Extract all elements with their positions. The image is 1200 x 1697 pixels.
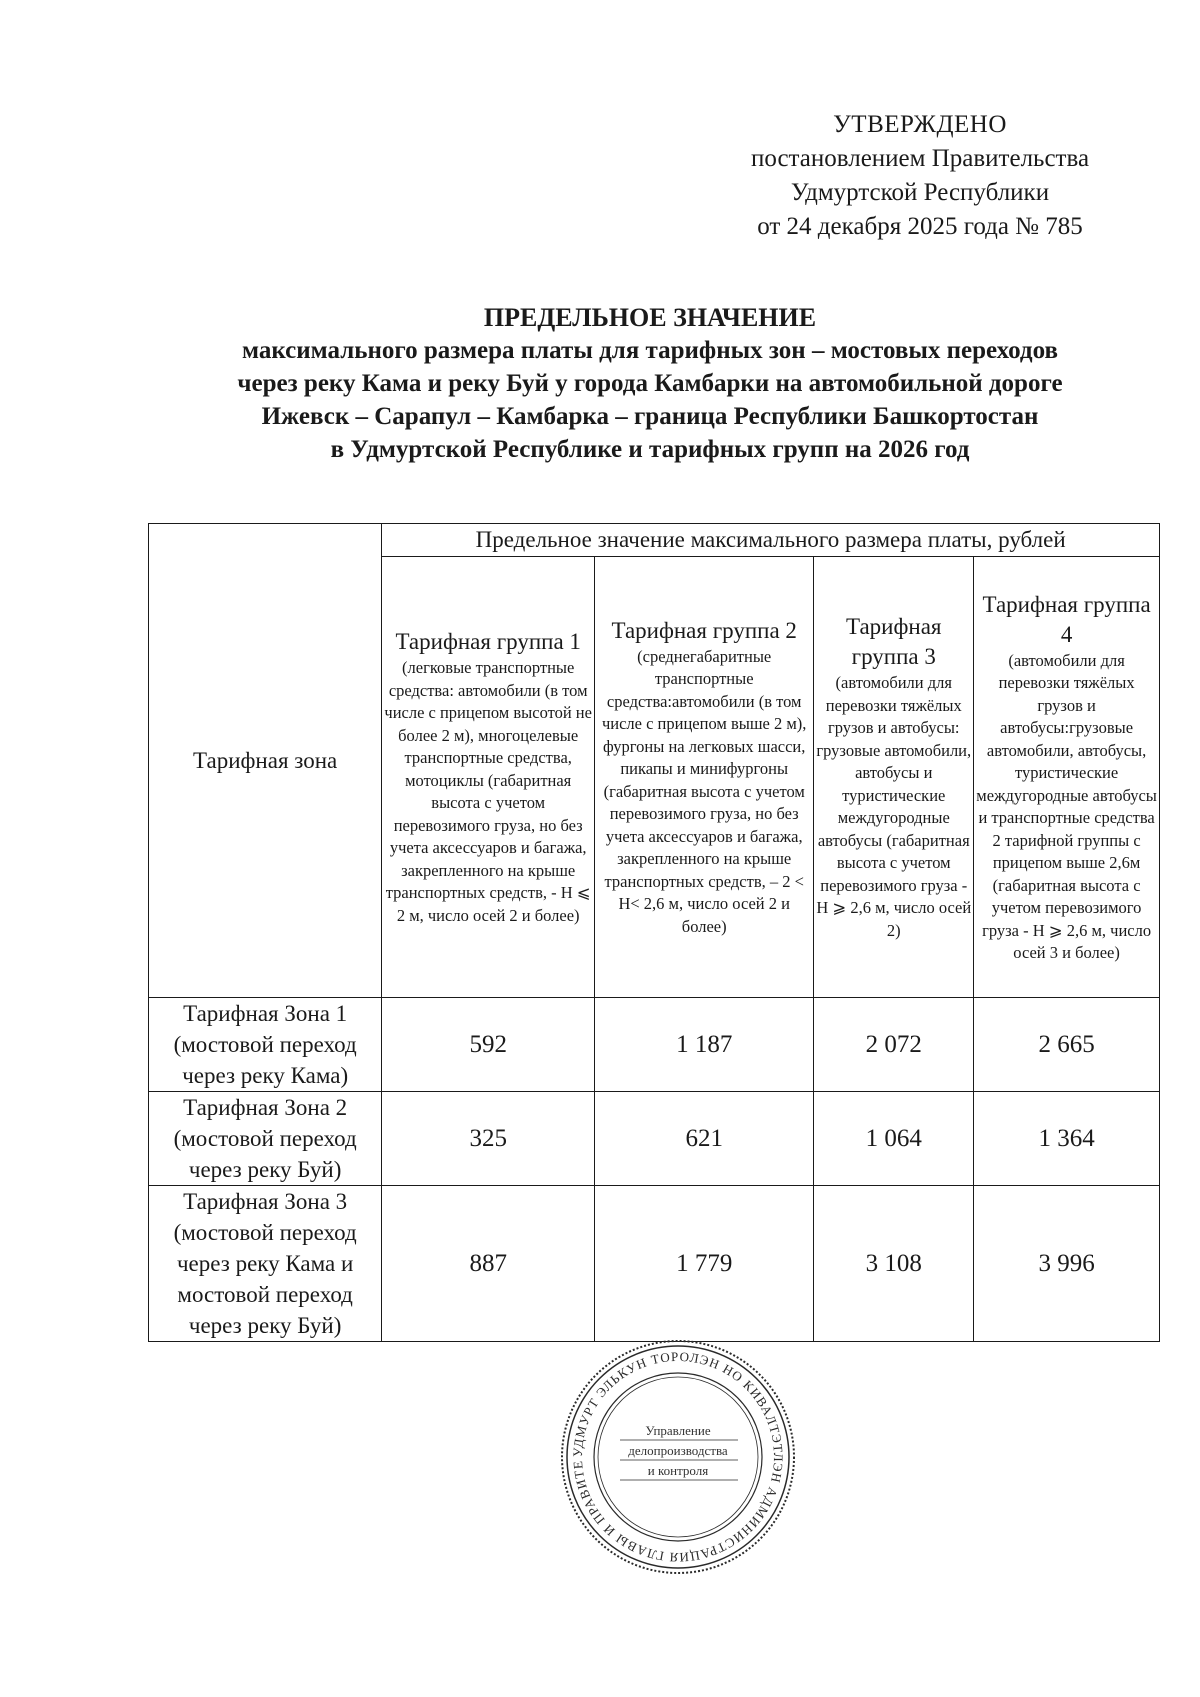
zone-name: Тарифная Зона 2 (мостовой переход через реку Буй) — [149, 1092, 382, 1186]
fee-value: 887 — [382, 1186, 595, 1342]
title-line-1: максимального размера платы для тарифных зон – мостовых переходов — [242, 337, 1058, 364]
fee-value: 592 — [382, 998, 595, 1092]
zone-column-header: Тарифная зона — [149, 524, 382, 998]
fee-value: 3 996 — [974, 1186, 1160, 1342]
approval-block — [730, 108, 1110, 244]
seal-inner-line-1: Управление — [645, 1423, 711, 1438]
group-description: (автомобили для перевозки тяжёлых грузов и автобусы: грузовые автомобили, автобусы и туристические междугородные автобусы (габаритная высота с учетом перевозимого груза - H ⩾ 2,6 м, число осей 2) — [816, 673, 972, 940]
title-line-4: в Удмуртской Республике и тарифных групп на 2026 год — [330, 436, 970, 463]
group-title: Тарифная группа 1 — [395, 629, 581, 654]
document-title — [150, 301, 1150, 466]
seal-ring-text: УДМУРТ ЭЛЬКУН ТОРОЛЭН НО КИВАЛТЭТЛЭН АДМИНИСТРАЦИЯ ГЛАВЫ И ПРАВИТЕ — [569, 1348, 787, 1566]
group-header-2 — [595, 557, 814, 998]
seal-inner-line-3: и контроля — [647, 1463, 709, 1478]
zone-name: Тарифная Зона 1 (мостовой переход через реку Кама) — [149, 998, 382, 1092]
group-header-4 — [974, 557, 1160, 998]
group-description: (легковые транспортные средства: автомобили (в том числе с прицепом высотой не более 2 м), многоцелевые транспортные средства, мотоциклы (габаритная высота с учетом перевозимого груза, но без учета аксессуаров и багажа, закрепленного на крыше транспортных средств, - H ⩽ 2 м, число осей 2 и более) — [384, 658, 592, 925]
group-header-3 — [814, 557, 974, 998]
fee-value: 1 364 — [974, 1092, 1160, 1186]
group-title: Тарифная группа 2 — [611, 617, 797, 643]
fee-value: 2 072 — [814, 998, 974, 1092]
fee-value: 325 — [382, 1092, 595, 1186]
group-description: (среднегабаритные транспортные средства:автомобили (в том числе с прицепом выше 2 м), фургоны на легковых шасси, пикапы и минифургоны (габаритная высота с учетом перевозимого груза, но без учета аксессуаров и багажа, закрепленного на крыше транспортных средств, – 2 < H< 2,6 м, число осей 2 и более) — [601, 646, 807, 936]
group-header-1 — [382, 557, 595, 998]
fee-value: 1 779 — [595, 1186, 814, 1342]
table-row — [149, 998, 1160, 1092]
zone-name: Тарифная Зона 3 (мостовой переход через реку Кама и мостовой переход через реку Буй) — [149, 1186, 382, 1342]
official-seal — [558, 1337, 798, 1577]
group-description: (автомобили для перевозки тяжёлых грузов и автобусы:грузовые автомобили, автобусы, туристические междугородные автобусы и транспортные средства 2 тарифной группы с прицепом выше 2,6м (габаритная высота с учетом перевозимого груза - H ⩾ 2,6 м, число осей 3 и более) — [976, 650, 1157, 962]
fee-value: 3 108 — [814, 1186, 974, 1342]
fee-value: 621 — [595, 1092, 814, 1186]
table-row — [149, 1092, 1160, 1186]
group-title: Тарифная группа 4 — [982, 591, 1151, 647]
approval-line-2: Удмуртской Республики — [790, 179, 1050, 206]
fee-value: 1 187 — [595, 998, 814, 1092]
approval-line-1: постановлением Правительства — [750, 145, 1090, 172]
table-row — [149, 1186, 1160, 1342]
fee-value: 2 665 — [974, 998, 1160, 1092]
tariff-table — [148, 523, 1160, 1342]
title-line-2: через реку Кама и реку Буй у города Камбарки на автомобильной дороге — [237, 370, 1063, 397]
fee-value: 1 064 — [814, 1092, 974, 1186]
approval-line-3: от 24 декабря 2025 года № 785 — [757, 213, 1083, 240]
title-line-3: Ижевск – Сарапул – Камбарка – граница Республики Башкортостан — [261, 403, 1039, 430]
approval-heading: УТВЕРЖДЕНО — [833, 111, 1007, 138]
group-title: Тарифная группа 3 — [846, 614, 942, 669]
seal-inner-line-2: делопроизводства — [628, 1443, 728, 1458]
title-main: ПРЕДЕЛЬНОЕ ЗНАЧЕНИЕ — [483, 303, 817, 332]
fee-span-header: Предельное значение максимального размера платы, рублей — [382, 524, 1160, 557]
